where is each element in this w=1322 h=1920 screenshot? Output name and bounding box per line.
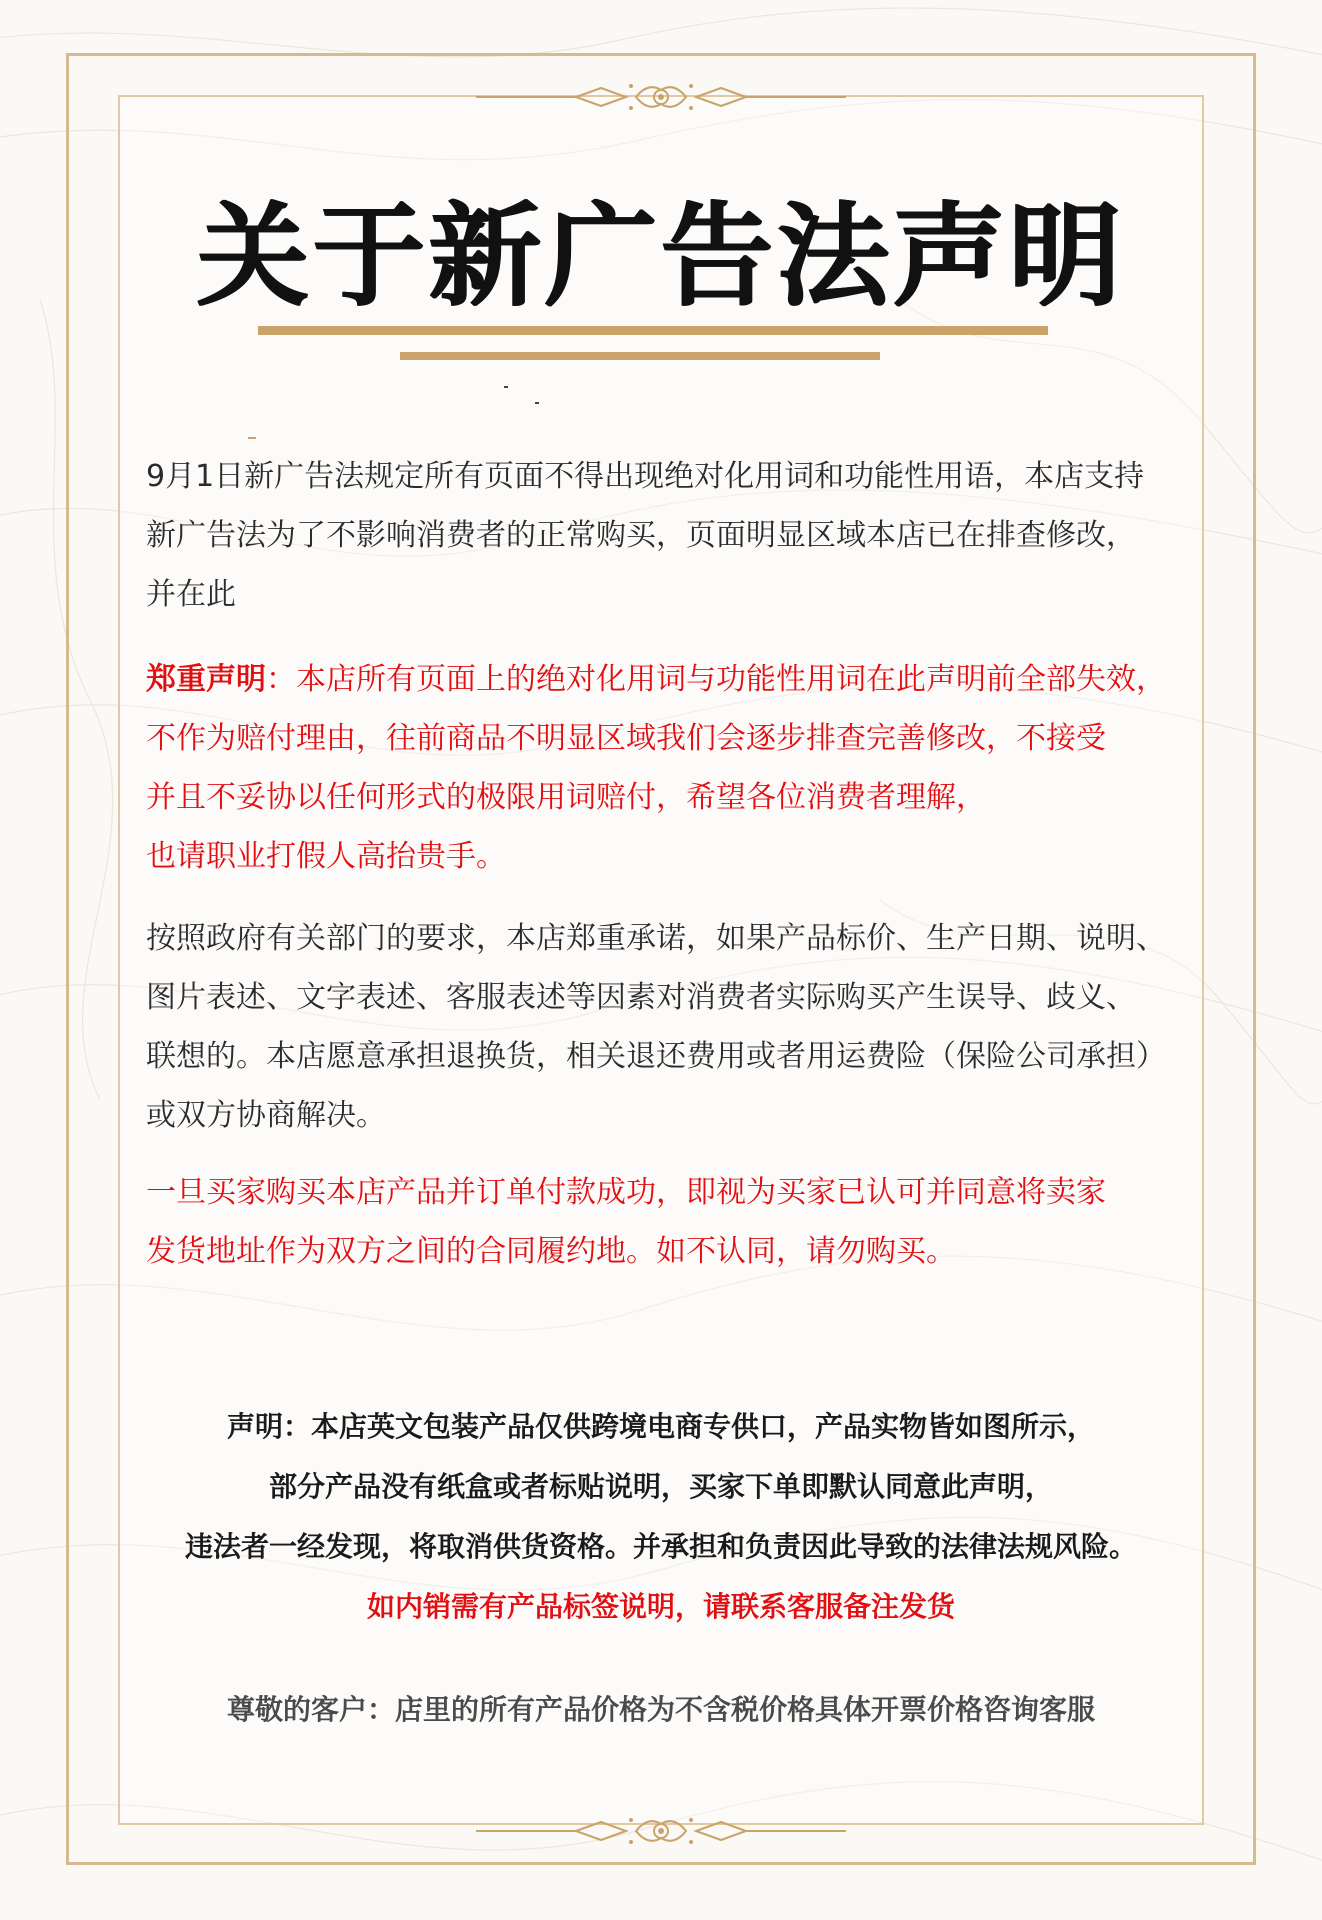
statement-first-line: ：本店所有页面上的绝对化用词与功能性用词在此声明前全部失效， [266,662,1166,697]
text-line: 发货地址作为双方之间的合同履约地。如不认同，请勿购买。 [146,1234,956,1269]
tax-price-note: 尊敬的客户：店里的所有产品价格为不含税价格具体开票价格咨询客服 [226,1693,1095,1726]
paragraph-purchase-terms [146,1163,1196,1281]
page-title: 关于新广告法声明 [197,192,1125,322]
decorative-dot [535,402,539,404]
text-line: 或双方协商解决。 [146,1098,386,1133]
text-line [146,650,1196,709]
text-line: 声明：本店英文包装产品仅供跨境电商专供口，产品实物皆如图所示， [226,1410,1095,1443]
bottom-ornament-icon [476,1808,846,1854]
text-line: 图片表述、文字表述、客服表述等因素对消费者实际购买产生误导、歧义、 [146,980,1136,1015]
text-line: 不作为赔付理由，往前商品不明显区域我们会逐步排查完善修改，不接受 [146,721,1106,756]
packaging-notice [118,1397,1204,1637]
title-underline-long [258,326,1048,335]
title-underline-short [400,352,880,360]
top-ornament-icon [476,74,846,120]
paragraph-solemn-statement [146,650,1196,886]
text-line: 违法者一经发现，将取消供货资格。并承担和负责因此导致的法律法规风险。 [184,1530,1137,1563]
text-line: 新广告法为了不影响消费者的正常购买，页面明显区域本店已在排查修改， [146,518,1136,553]
text-line: 并在此 [146,577,236,612]
decorative-dot [504,386,508,388]
decorative-dot [248,437,256,439]
text-line: 按照政府有关部门的要求，本店郑重承诺，如果产品标价、生产日期、说明、 [146,921,1166,956]
paragraph-commitment [146,909,1196,1145]
paragraph-intro [146,447,1196,624]
text-line: 联想的。本店愿意承担退换货，相关退还费用或者用运费险（保险公司承担） [146,1039,1166,1074]
notice-red-line: 如内销需有产品标签说明，请联系客服备注发货 [366,1590,955,1623]
text-line: 也请职业打假人高抬贵手。 [146,839,506,874]
text-line: 9月1日新广告法规定所有页面不得出现绝对化用词和功能性用语，本店支持 [146,459,1145,494]
text-line: 部分产品没有纸盒或者标贴说明，买家下单即默认同意此声明， [268,1470,1053,1503]
text-line: 一旦买家购买本店产品并订单付款成功，即视为买家已认可并同意将卖家 [146,1175,1106,1210]
statement-lead: 郑重声明 [146,662,266,697]
text-line: 并且不妥协以任何形式的极限用词赔付，希望各位消费者理解， [146,780,986,815]
